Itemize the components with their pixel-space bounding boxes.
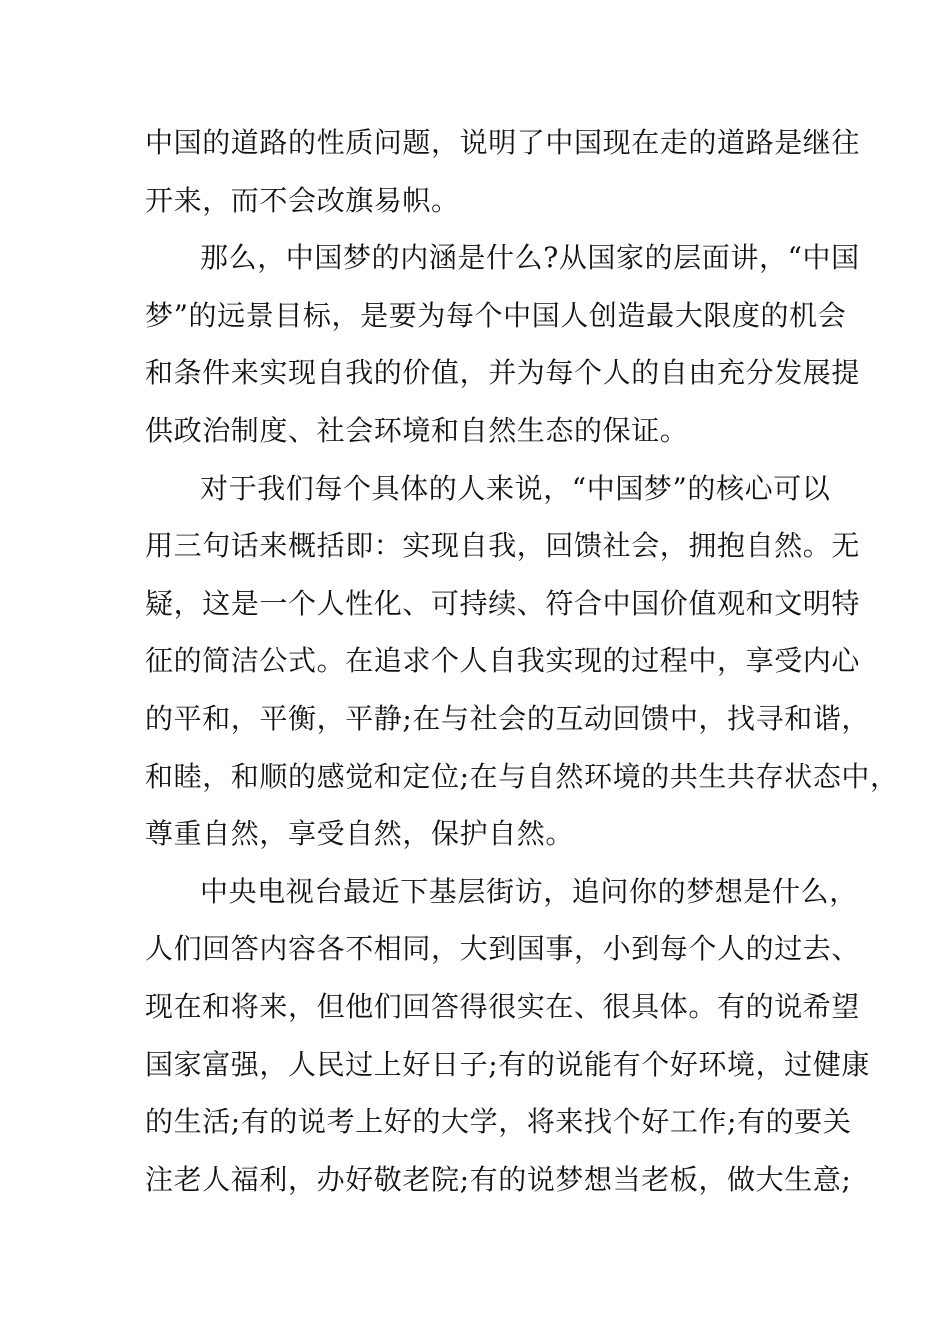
paragraph-start-line: 那么，中国梦的内涵是什么?从国家的层面讲，“中国 xyxy=(200,241,860,275)
text-line: 疑，这是一个人性化、可持续、符合中国价值观和文明特 xyxy=(145,586,861,620)
paragraph-start-line: 对于我们每个具体的人来说，“中国梦”的核心可以 xyxy=(200,471,831,505)
text-line: 的平和，平衡，平静;在与社会的互动回馈中，找寻和谐， xyxy=(145,701,871,735)
text-line: 用三句话来概括即：实现自我，回馈社会，拥抱自然。无 xyxy=(145,529,861,563)
text-line: 和睦，和顺的感觉和定位;在与自然环境的共生共存状态中， xyxy=(145,759,899,793)
text-line: 供政治制度、社会环境和自然生态的保证。 xyxy=(145,413,689,447)
text-line: 征的简洁公式。在追求个人自我实现的过程中，享受内心 xyxy=(145,644,861,678)
text-line: 和条件来实现自我的价值，并为每个人的自由充分发展提 xyxy=(145,356,861,390)
text-line: 现在和将来，但他们回答得很实在、很具体。有的说希望 xyxy=(145,989,861,1023)
text-line: 尊重自然，享受自然，保护自然。 xyxy=(145,817,575,851)
paragraph-start-line: 中央电视台最近下基层街访，追问你的梦想是什么， xyxy=(200,874,858,908)
text-line: 人们回答内容各不相同，大到国事，小到每个人的过去、 xyxy=(145,932,861,966)
body-text xyxy=(145,114,899,1208)
text-line: 的生活;有的说考上好的大学，将来找个好工作;有的要关 xyxy=(145,1105,852,1139)
text-line: 梦”的远景目标，是要为每个中国人创造最大限度的机会 xyxy=(145,298,847,332)
text-line: 注老人福利，办好敬老院;有的说梦想当老板，做大生意; xyxy=(145,1162,852,1196)
text-line: 开来，而不会改旗易帜。 xyxy=(145,183,460,217)
text-line: 国家富强，人民过上好日子;有的说能有个好环境，过健康 xyxy=(145,1047,871,1081)
text-line: 中国的道路的性质问题，说明了中国现在走的道路是继往 xyxy=(145,126,861,159)
